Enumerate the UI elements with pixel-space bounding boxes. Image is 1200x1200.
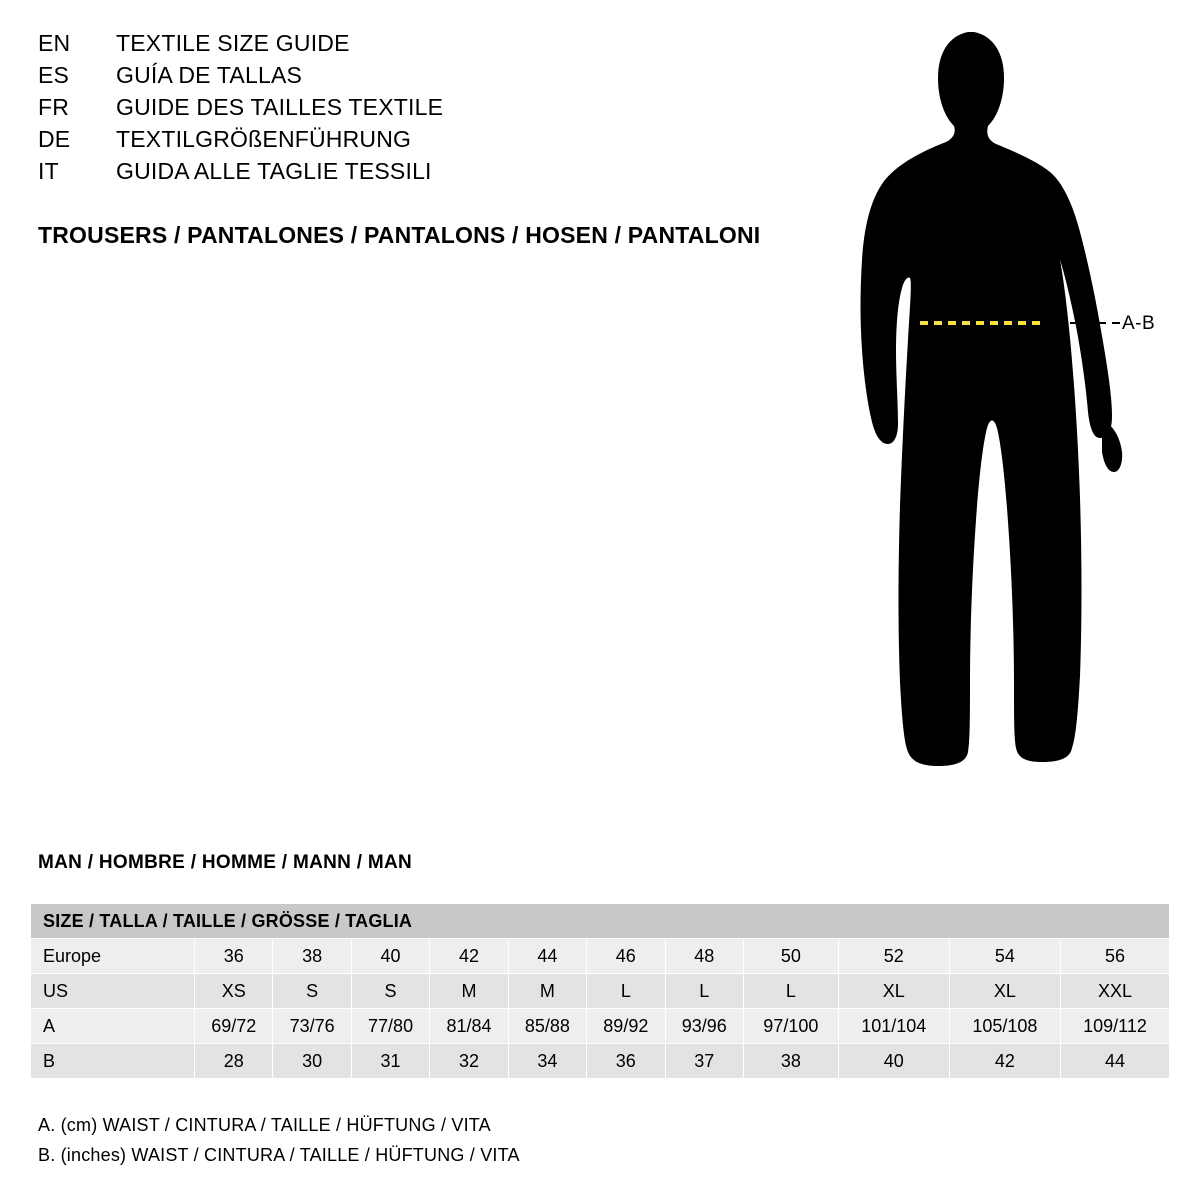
- table-row: [31, 1044, 1170, 1079]
- garment-title: TROUSERS / PANTALONES / PANTALONS / HOSEN / PANTALONI: [38, 222, 761, 248]
- language-text: GUIDE DES TAILLES TEXTILE: [116, 94, 444, 120]
- table-cell: 81/84: [430, 1009, 508, 1044]
- table-cell: 44: [1060, 1044, 1169, 1079]
- footnotes: [38, 1110, 520, 1170]
- table-cell: L: [665, 974, 743, 1009]
- table-cell: 50: [743, 939, 838, 974]
- table-cell: 109/112: [1060, 1009, 1169, 1044]
- table-cell: 37: [665, 1044, 743, 1079]
- table-cell: 56: [1060, 939, 1169, 974]
- language-text: GUÍA DE TALLAS: [116, 62, 303, 88]
- table-row: [31, 974, 1170, 1009]
- table-cell: 93/96: [665, 1009, 743, 1044]
- language-row-es: [38, 62, 818, 94]
- footnote-b: B. (inches) WAIST / CINTURA / TAILLE / HÜFTUNG / VITA: [38, 1145, 520, 1165]
- language-row-en: [38, 30, 818, 62]
- table-cell: L: [743, 974, 838, 1009]
- table-cell: 97/100: [743, 1009, 838, 1044]
- language-list: [38, 30, 818, 190]
- table-cell: 38: [743, 1044, 838, 1079]
- language-text: TEXTILGRÖßENFÜHRUNG: [116, 126, 412, 152]
- table-cell: 73/76: [273, 1009, 351, 1044]
- table-cell: 52: [838, 939, 949, 974]
- table-cell: 48: [665, 939, 743, 974]
- footnote-a: A. (cm) WAIST / CINTURA / TAILLE / HÜFTUNG / VITA: [38, 1115, 491, 1135]
- table-cell: 105/108: [949, 1009, 1060, 1044]
- language-row-fr: [38, 94, 818, 126]
- table-cell: XL: [949, 974, 1060, 1009]
- gender-title: MAN / HOMBRE / HOMME / MANN / MAN: [38, 852, 413, 873]
- table-cell: 46: [587, 939, 665, 974]
- table-cell: XS: [195, 974, 273, 1009]
- table-cell: M: [508, 974, 586, 1009]
- table-cell: 28: [195, 1044, 273, 1079]
- table-cell: 85/88: [508, 1009, 586, 1044]
- table-cell: S: [273, 974, 351, 1009]
- table-header-label: SIZE / TALLA / TAILLE / GRÖSSE / TAGLIA: [31, 904, 1170, 939]
- table-cell: 40: [351, 939, 429, 974]
- table-cell: 32: [430, 1044, 508, 1079]
- table-cell: 42: [949, 1044, 1060, 1079]
- language-code: FR: [38, 94, 70, 120]
- language-code: ES: [38, 62, 70, 88]
- language-code: EN: [38, 30, 71, 56]
- man-silhouette-icon: [820, 20, 1180, 790]
- table-cell: L: [587, 974, 665, 1009]
- language-text: TEXTILE SIZE GUIDE: [116, 30, 350, 56]
- table-cell: 77/80: [351, 1009, 429, 1044]
- table-cell: 42: [430, 939, 508, 974]
- language-code: IT: [38, 158, 59, 184]
- size-table: [30, 903, 1170, 1079]
- table-cell: XL: [838, 974, 949, 1009]
- language-row-it: [38, 158, 818, 190]
- table-cell: 44: [508, 939, 586, 974]
- table-cell: 36: [587, 1044, 665, 1079]
- silhouette-figure: [820, 20, 1180, 790]
- table-cell: 54: [949, 939, 1060, 974]
- table-cell: S: [351, 974, 429, 1009]
- table-cell: 31: [351, 1044, 429, 1079]
- language-text: GUIDA ALLE TAGLIE TESSILI: [116, 158, 432, 184]
- table-cell: 30: [273, 1044, 351, 1079]
- row-label: A: [31, 1009, 195, 1044]
- table-cell: 69/72: [195, 1009, 273, 1044]
- row-label: US: [31, 974, 195, 1009]
- table-row: [31, 939, 1170, 974]
- table-cell: XXL: [1060, 974, 1169, 1009]
- measure-label: A-B: [1122, 313, 1156, 334]
- row-label: Europe: [31, 939, 195, 974]
- language-row-de: [38, 126, 818, 158]
- table-cell: 34: [508, 1044, 586, 1079]
- table-cell: M: [430, 974, 508, 1009]
- table-cell: 38: [273, 939, 351, 974]
- table-header-row: [31, 904, 1170, 939]
- table-cell: 101/104: [838, 1009, 949, 1044]
- table-row: [31, 1009, 1170, 1044]
- table-cell: 89/92: [587, 1009, 665, 1044]
- table-cell: 40: [838, 1044, 949, 1079]
- table-cell: 36: [195, 939, 273, 974]
- row-label: B: [31, 1044, 195, 1079]
- language-code: DE: [38, 126, 71, 152]
